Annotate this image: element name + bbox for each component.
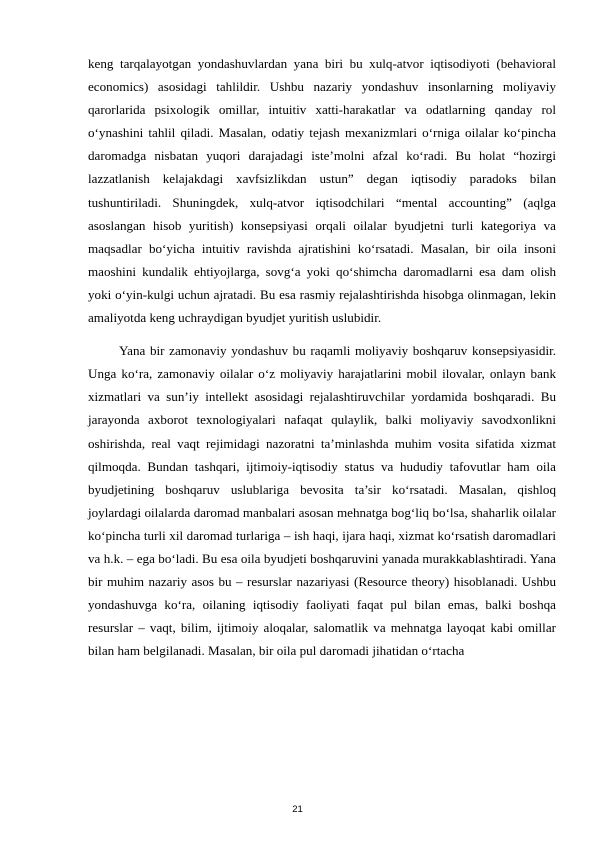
body-paragraph: Yana bir zamonaviy yondashuv bu raqamli moliyaviy boshqaruv konsepsiyasidir. Unga ko‘ra, zamonaviy oilalar o‘z moliyaviy harajatlarini mobil ilovalar, onlayn bank xizmatlari va sun’iy intellekt asosidagi rejalashtiruvchilar yordamida boshqaradi. Bu jarayonda axborot texnologiyalari nafaqat qulaylik, balki moliyaviy savodxonlikni oshirishda, real vaqt rejimidagi nazoratni ta’minlashda muhim vosita sifatida xizmat qilmoqda. Bundan tashqari, ijtimoiy-iqtisodiy status va hududiy tafovutlar ham oila byudjetining boshqaruv uslublariga bevosita ta’sir ko‘rsatadi. Masalan, qishloq joylardagi oilalarda daromad manbalari asosan mehnatga bog‘liq bo‘lsa, shaharlik oilalar ko‘pincha turli xil daromad turlariga – ish haqi, ijara haqi, xizmat ko‘rsatish daromadlari va h.k. – ega bo‘ladi. Bu esa oila byudjeti boshqaruvini yanada murakkablashtiradi. Yana bir muhim nazariy asos bu – resurslar nazariyasi (Resource theory) hisoblanadi. Ushbu yondashuvga ko‘ra, oilaning iqtisodiy faoliyati faqat pul bilan emas, balki boshqa resurslar – vaqt, bilim, ijtimoiy aloqalar, salomatlik va mehnatga layoqat kabi omillar bilan ham belgilanadi. Masalan, bir oila pul daromadi jihatidan o‘rtacha (88, 343, 556, 659)
page-number: 21 (292, 804, 303, 815)
document-page (88, 52, 556, 662)
body-paragraph: keng tarqalayotgan yondashuvlardan yana biri bu xulq-atvor iqtisodiyoti (behavioral economics) asosidagi tahlildir. Ushbu nazariy yondashuv insonlarning moliyaviy qarorlarida psixologik omillar, intuitiv xatti-harakatlar va odatlarning qanday rol o‘ynashini tahlil qiladi. Masalan, odatiy tejash mexanizmlari o‘rniga oilalar ko‘pincha daromadga nisbatan yuqori darajadagi iste’molni afzal ko‘radi. Bu holat “hozirgi lazzatlanish kelajakdagi xavfsizlikdan ustun” degan iqtisodiy paradoks bilan tushuntiriladi. Shuningdek, xulq-atvor iqtisodchilari “mental accounting” (aqlga asoslangan hisob yuritish) konsepsiyasi orqali oilalar byudjetni turli kategoriya va maqsadlar bo‘yicha intuitiv ravishda ajratishini ko‘rsatadi. Masalan, bir oila insoni maoshini kundalik ehtiyojlarga, sovg‘a yoki qo‘shimcha daromadlarni esa dam olish yoki o‘yin-kulgi uchun ajratadi. Bu esa rasmiy rejalashtirishda hisobga olinmagan, lekin amaliyotda keng uchraydigan byudjet yuritish uslubidir. (88, 56, 556, 326)
